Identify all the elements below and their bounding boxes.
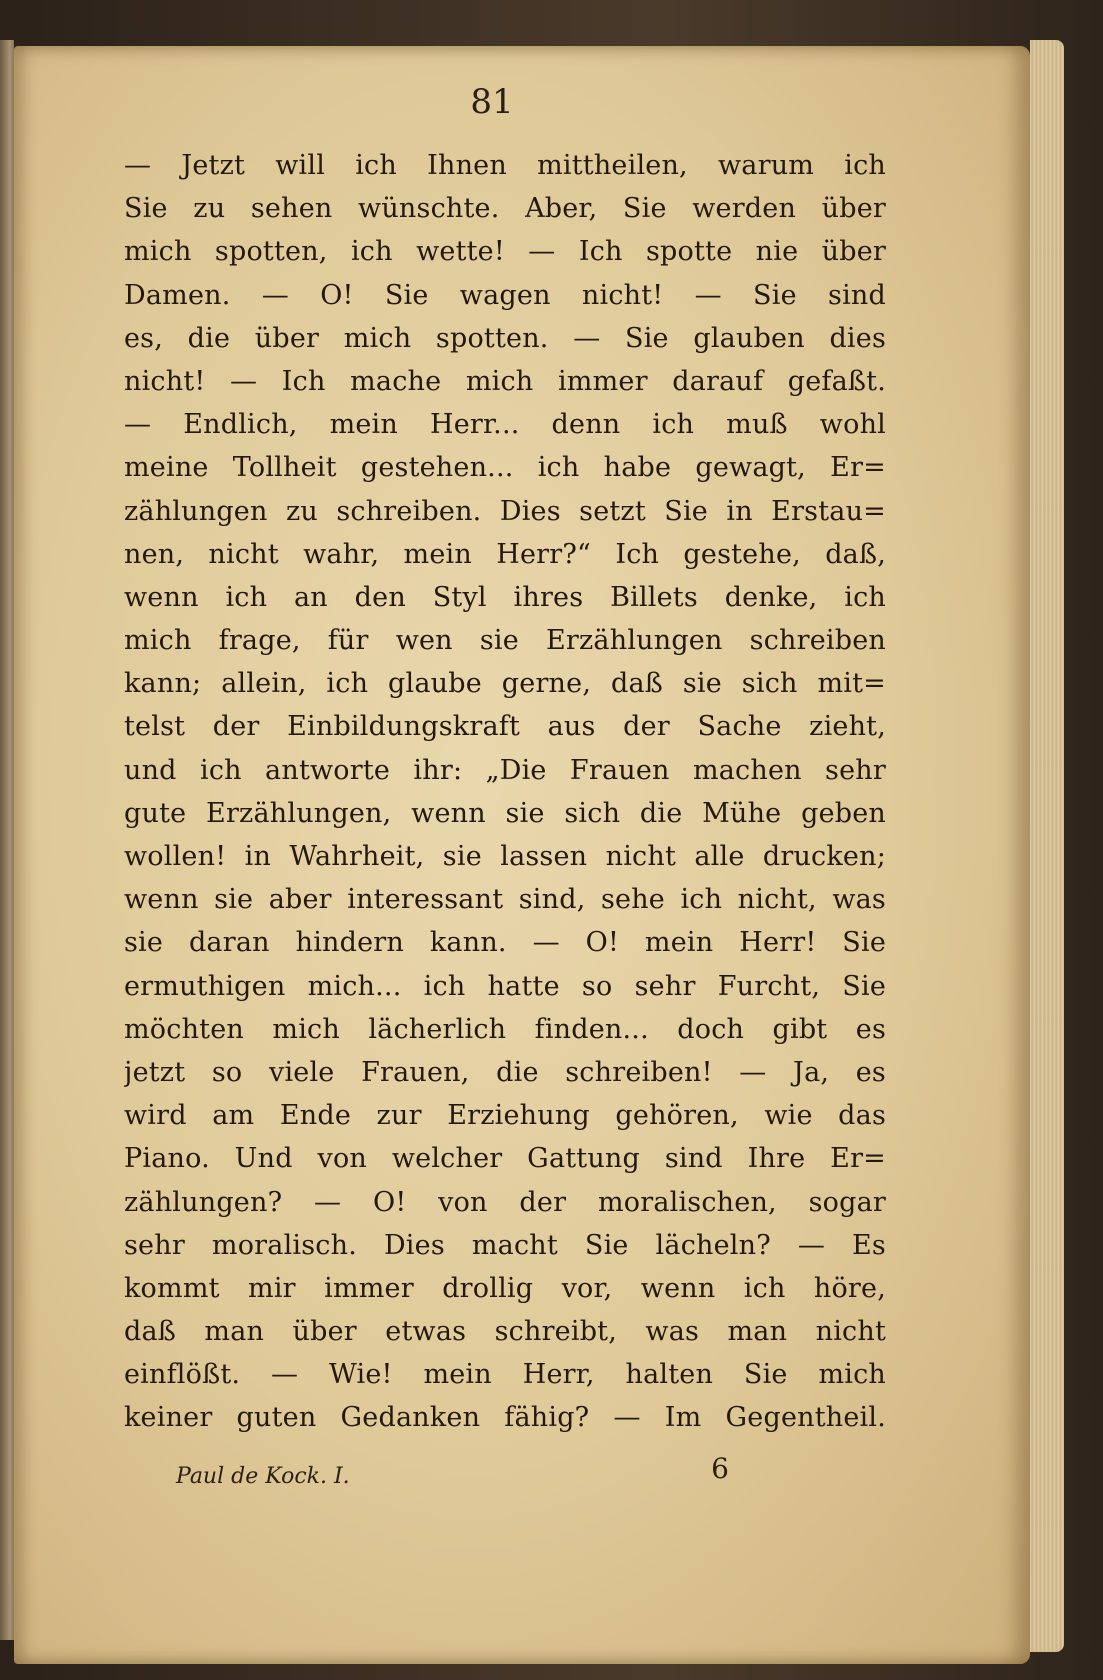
text-line: — Jetzt will ich Ihnen mittheilen, warum ich bbox=[124, 150, 886, 181]
text-line: Sie zu sehen wünschte. Aber, Sie werden über bbox=[124, 193, 886, 225]
text-line: sie daran hindern kann. — O! mein Herr! Sie bbox=[124, 927, 886, 959]
text-line: wenn sie aber interessant sind, sehe ich nicht, was bbox=[124, 884, 886, 916]
page-number: 81 bbox=[470, 82, 514, 122]
text-line: keiner guten Gedanken fähig? — Im Gegentheil. bbox=[124, 1402, 886, 1434]
text-line: gute Erzählungen, wenn sie sich die Mühe geben bbox=[124, 797, 886, 829]
body-text bbox=[124, 144, 886, 1440]
text-line: und ich antworte ihr: „Die Frauen machen sehr bbox=[124, 754, 886, 786]
text-line: meine Tollheit gestehen... ich habe gewagt, Er= bbox=[124, 452, 886, 484]
text-line: einflößt. — Wie! mein Herr, halten Sie mich bbox=[124, 1359, 886, 1391]
text-line: sehr moralisch. Dies macht Sie lächeln? — Es bbox=[124, 1229, 886, 1261]
text-line: Damen. — O! Sie wagen nicht! — Sie sind bbox=[124, 279, 886, 311]
text-line: jetzt so viele Frauen, die schreiben! — Ja, es bbox=[124, 1056, 886, 1088]
text-line: kommt mir immer drollig vor, wenn ich höre, bbox=[124, 1272, 886, 1304]
text-line: zählungen? — O! von der moralischen, sogar bbox=[124, 1186, 886, 1218]
text-line: daß man über etwas schreibt, was man nicht bbox=[124, 1316, 886, 1348]
text-line: zählungen zu schreiben. Dies setzt Sie in Erstau= bbox=[124, 495, 886, 527]
text-line: Piano. Und von welcher Gattung sind Ihre Er= bbox=[124, 1143, 886, 1175]
text-line: möchten mich lächerlich finden... doch gibt es bbox=[124, 1013, 886, 1045]
text-line: mich spotten, ich wette! — Ich spotte nie über bbox=[124, 236, 886, 268]
text-line: nen, nicht wahr, mein Herr?“ Ich gestehe, daß, bbox=[124, 538, 886, 570]
text-line: ermuthigen mich... ich hatte so sehr Furcht, Sie bbox=[124, 970, 886, 1002]
text-line: wollen! in Wahrheit, sie lassen nicht alle drucken; bbox=[124, 841, 886, 872]
page-stack-edge bbox=[1030, 40, 1064, 1652]
book-spine-edge bbox=[0, 40, 14, 1640]
text-line: kann; allein, ich glaube gerne, daß sie sich mit= bbox=[124, 668, 886, 700]
text-line: wenn ich an den Styl ihres Billets denke, ich bbox=[124, 581, 886, 613]
text-line: nicht! — Ich mache mich immer darauf gefaßt. bbox=[124, 365, 886, 397]
text-line: wird am Ende zur Erziehung gehören, wie das bbox=[124, 1100, 886, 1132]
text-line: mich frage, für wen sie Erzählungen schreiben bbox=[124, 625, 886, 657]
text-line: es, die über mich spotten. — Sie glauben dies bbox=[124, 322, 886, 354]
text-line: telst der Einbildungskraft aus der Sache zieht, bbox=[124, 711, 886, 743]
footer-signature: Paul de Kock. I. bbox=[176, 1464, 350, 1489]
text-line: — Endlich, mein Herr... denn ich muß wohl bbox=[124, 409, 886, 441]
sheet-number: 6 bbox=[711, 1452, 729, 1485]
